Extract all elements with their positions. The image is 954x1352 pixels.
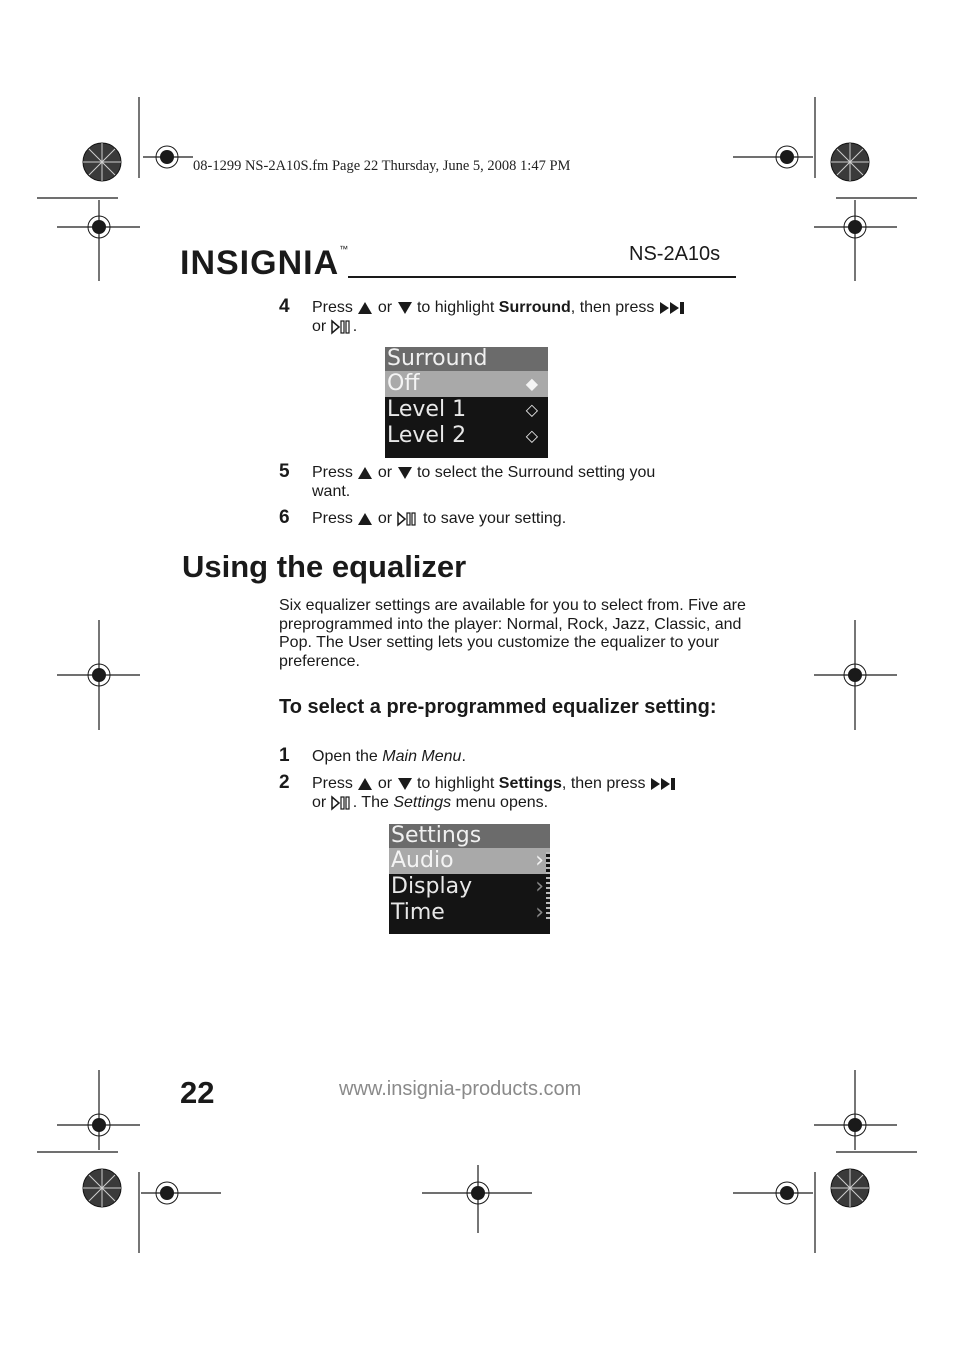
screen-title: Settings bbox=[389, 824, 550, 848]
scrollbar bbox=[546, 852, 550, 922]
next-track-icon bbox=[659, 301, 687, 315]
step-number: 1 bbox=[279, 745, 290, 766]
up-arrow-icon bbox=[357, 512, 373, 526]
up-arrow-icon bbox=[357, 301, 373, 315]
step-5-text: Press or to select the Surround setting you want. bbox=[312, 464, 656, 500]
diamond-icon: ◇ bbox=[525, 426, 538, 445]
menu-item-level-2: Level 2 ◇ bbox=[387, 423, 538, 448]
next-track-icon bbox=[650, 777, 678, 791]
up-arrow-icon bbox=[357, 466, 373, 480]
step-number: 5 bbox=[279, 461, 290, 482]
menu-item-level-1: Level 1 ◇ bbox=[387, 397, 538, 422]
section-paragraph: Six equalizer settings are available for you to select from. Five are preprogrammed into the player: Normal, Rock, Jazz, Classic, and Pop. The User setting lets you customize the equalizer to your preference. bbox=[279, 597, 746, 670]
step-number: 4 bbox=[279, 296, 290, 317]
down-arrow-icon bbox=[397, 466, 413, 480]
settings-menu-screen bbox=[389, 824, 550, 934]
trademark: ™ bbox=[339, 244, 350, 254]
down-arrow-icon bbox=[397, 777, 413, 791]
menu-item-display: Display › bbox=[391, 874, 544, 899]
header-rule bbox=[348, 276, 736, 278]
screen-title: Surround bbox=[385, 347, 548, 371]
menu-item-audio: Audio › bbox=[389, 848, 550, 874]
eq-step-1-text: Open the Main Menu. bbox=[312, 748, 466, 765]
eq-step-2-text: Press or to highlight Settings, then press or . The Settings menu opens. bbox=[312, 774, 742, 812]
logo-text: INSIGNIA bbox=[180, 244, 340, 282]
surround-menu-screen bbox=[385, 347, 548, 458]
up-arrow-icon bbox=[357, 777, 373, 791]
print-header: 08-1299 NS-2A10S.fm Page 22 Thursday, June 5, 2008 1:47 PM bbox=[193, 158, 571, 174]
chevron-right-icon: › bbox=[535, 848, 544, 873]
down-arrow-icon bbox=[397, 301, 413, 315]
footer-url[interactable]: www.insignia-products.com bbox=[339, 1078, 582, 1100]
play-pause-icon bbox=[331, 319, 353, 335]
play-pause-icon bbox=[331, 795, 353, 811]
step-6-text: Press or to save your setting. bbox=[312, 510, 567, 527]
selected-diamond-icon: ◆ bbox=[525, 374, 538, 393]
section-title: Using the equalizer bbox=[182, 549, 467, 584]
play-pause-icon bbox=[397, 511, 419, 527]
model-number: NS-2A10s bbox=[629, 243, 721, 265]
step-4-text: Press or to highlight Surround, then press or . bbox=[312, 298, 742, 336]
page-number: 22 bbox=[180, 1075, 215, 1110]
step-number: 6 bbox=[279, 507, 290, 528]
subheading: To select a pre-programmed equalizer setting: bbox=[279, 696, 717, 718]
insignia-logo bbox=[180, 244, 349, 283]
menu-item-off: Off ◆ bbox=[385, 371, 548, 397]
chevron-right-icon: › bbox=[535, 900, 544, 925]
step-number: 2 bbox=[279, 772, 290, 793]
menu-item-time: Time › bbox=[391, 900, 544, 925]
diamond-icon: ◇ bbox=[525, 400, 538, 419]
chevron-right-icon: › bbox=[535, 874, 544, 899]
